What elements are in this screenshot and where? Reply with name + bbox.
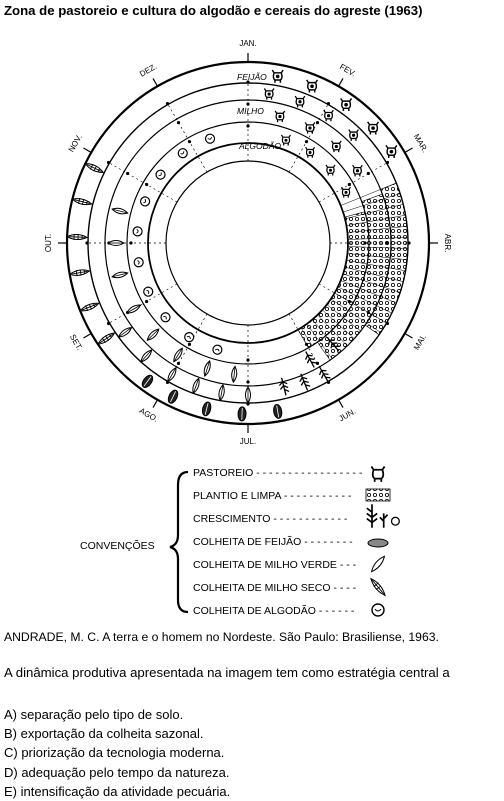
divider-dot	[363, 241, 366, 244]
cotton-boll-icon	[139, 196, 151, 208]
divider-dot	[85, 241, 88, 244]
month-label: FEV.	[338, 62, 357, 78]
bean-pod-icon	[273, 404, 283, 419]
calendar-ring-4	[148, 143, 348, 343]
cattle-icon	[386, 145, 397, 158]
cattle-icon	[332, 141, 342, 152]
bean-pod-icon	[201, 401, 212, 417]
bean-pod-icon	[140, 373, 155, 389]
divider-dot	[327, 102, 330, 105]
option-e[interactable]: E) intensificação da atividade pecuária.	[4, 782, 230, 801]
divider-dot	[246, 380, 249, 383]
source-citation: ANDRADE, M. C. A terra e o homem no Nordeste. São Paulo: Brasiliense, 1963.	[4, 630, 439, 644]
option-b[interactable]: B) exportação da colheita sazonal.	[4, 724, 230, 743]
cattle-icon	[307, 80, 318, 93]
dry-corn-icon	[72, 196, 93, 207]
legend-item-label: PLANTIO E LIMPA - - - - - - - - - - -	[193, 490, 352, 502]
corn-ear-icon	[202, 360, 212, 377]
sprout-icon	[302, 350, 318, 370]
divider-dot	[188, 140, 191, 143]
divider-dot	[367, 172, 370, 175]
divider-dot	[107, 161, 110, 164]
cotton-boll-icon	[159, 311, 172, 324]
ring-label-algodao: ALGODÃO	[238, 141, 281, 151]
legend-item-label: COLHEITA DE FEIJÃO - - - - - - - -	[193, 535, 353, 548]
legend-brace	[170, 472, 188, 612]
option-a[interactable]: A) separação pelo tipo de solo.	[4, 705, 230, 724]
dry-corn-icon	[67, 234, 87, 241]
corn-ear-icon	[191, 377, 201, 394]
corn-ear-icon	[218, 384, 226, 401]
ring-label-feijao: FEIJÃO	[237, 72, 267, 82]
corn-ear-icon	[166, 366, 178, 382]
cotton-boll-icon	[212, 344, 223, 355]
bean-pod-icon	[166, 389, 179, 405]
band-stripe	[341, 198, 360, 206]
legend-item	[193, 577, 387, 598]
divider-dot	[348, 183, 351, 186]
cattle-icon	[272, 70, 283, 83]
option-c[interactable]: C) priorização da tecnologia moderna.	[4, 743, 230, 762]
month-tick	[83, 148, 91, 153]
legend-item	[193, 604, 384, 617]
divider-dot	[129, 241, 132, 244]
page-title: Zona de pastoreio e cultura do algodão e cereais do agreste (1963)	[4, 3, 422, 18]
legend-item	[193, 535, 388, 548]
divider-dot	[386, 322, 389, 325]
divider-dot	[177, 362, 180, 365]
month-tick	[405, 334, 413, 339]
corn-ear-icon	[108, 241, 124, 246]
cattle-icon	[264, 88, 274, 99]
corn-ear-icon	[146, 327, 161, 342]
cattle-icon	[305, 122, 315, 133]
divider-dot	[305, 343, 308, 346]
legend-item	[193, 555, 386, 574]
legend-item-label: COLHEITA DE ALGODÃO - - - - - -	[193, 604, 355, 617]
divider-dot	[246, 124, 249, 127]
divider-dot	[126, 172, 129, 175]
month-tick	[153, 78, 158, 86]
cattle-icon	[295, 96, 305, 107]
cotton-boll-icon	[154, 168, 167, 181]
month-label: JUN.	[337, 407, 357, 424]
dry-corn-icon	[96, 331, 116, 347]
dry-corn-icon	[84, 161, 105, 175]
corn-ear-icon	[112, 271, 129, 280]
corn-ear-icon	[231, 366, 238, 382]
dry-corn-icon	[369, 577, 388, 598]
calendar-ring-5	[166, 161, 330, 325]
band-stripe	[343, 206, 363, 212]
corn-ear-icon	[370, 555, 387, 574]
legend-item	[193, 489, 390, 502]
divider-dot	[246, 358, 249, 361]
ring-label-milho: MILHO	[237, 106, 264, 116]
divider-dot	[316, 121, 319, 124]
month-label: JUL.	[240, 437, 256, 446]
cotton-boll-icon	[133, 226, 143, 236]
legend-title: CONVENÇÕES	[80, 539, 155, 552]
option-d[interactable]: D) adequação pelo tempo da natureza.	[4, 763, 230, 782]
divider-dot	[145, 183, 148, 186]
cotton-boll-icon	[372, 604, 384, 616]
month-tick	[339, 78, 344, 86]
corn-ear-icon	[117, 326, 133, 339]
divider-dot	[188, 343, 191, 346]
month-label: AGO.	[138, 406, 160, 424]
dry-corn-icon	[69, 268, 90, 277]
cotton-boll-icon	[183, 331, 195, 343]
divider-dot	[145, 300, 148, 303]
month-label: DEZ.	[138, 62, 158, 79]
divider-dot	[177, 121, 180, 124]
sprout-icon	[367, 504, 400, 527]
cattle-icon	[371, 467, 384, 482]
cattle-icon	[275, 111, 285, 122]
cotton-boll-icon	[142, 286, 154, 298]
bean-pod-icon	[368, 539, 388, 547]
cattle-icon	[306, 147, 315, 158]
cattle-icon	[349, 130, 359, 141]
corn-ear-icon	[139, 348, 153, 363]
divider-dot	[385, 241, 388, 244]
cattle-icon	[368, 122, 379, 135]
cotton-boll-icon	[176, 147, 189, 160]
corn-ear-icon	[126, 303, 142, 315]
legend-item-label: COLHEITA DE MILHO SECO - - - -	[193, 582, 357, 594]
cattle-icon	[281, 135, 290, 146]
corn-ear-icon	[112, 207, 129, 216]
month-label: MAI.	[412, 333, 428, 352]
cotton-boll-icon	[133, 257, 143, 267]
cattle-icon	[324, 110, 334, 121]
month-label: SET.	[68, 333, 84, 352]
month-tick	[339, 400, 344, 408]
bean-pod-icon	[238, 407, 246, 421]
legend-item-label: COLHEITA DE MILHO VERDE - - -	[193, 559, 357, 571]
dotted-grid-icon	[366, 489, 390, 501]
sprout-icon	[297, 372, 311, 392]
month-tick	[153, 400, 158, 408]
divider-dot	[305, 140, 308, 143]
divider-dot	[107, 322, 110, 325]
cattle-icon	[353, 165, 363, 176]
legend-item	[193, 467, 385, 482]
month-label: NOV.	[67, 133, 84, 154]
legend	[80, 467, 399, 618]
cattle-icon	[342, 187, 351, 198]
legend-item	[193, 504, 399, 527]
corn-ear-icon	[172, 347, 185, 363]
month-label: MAR.	[412, 132, 430, 154]
month-label: OUT.	[44, 234, 53, 252]
legend-item-label: PASTOREIO - - - - - - - - - - - - - - - - -	[193, 467, 363, 479]
cattle-icon	[326, 165, 335, 176]
answer-options	[4, 705, 230, 801]
divider-dot	[407, 241, 410, 244]
dry-corn-icon	[79, 301, 100, 314]
question-text: A dinâmica produtiva apresentada na imagem tem como estratégia central a	[4, 665, 450, 680]
divider-dot	[166, 102, 169, 105]
corn-ear-icon	[246, 387, 251, 403]
legend-item-label: CRESCIMENTO - - - - - - - - - - - -	[193, 513, 348, 525]
divider-dot	[316, 362, 319, 365]
month-tick	[83, 334, 91, 339]
divider-dot	[386, 161, 389, 164]
cotton-boll-icon	[204, 133, 216, 145]
month-label: ABR.	[443, 234, 452, 253]
cattle-icon	[341, 98, 352, 111]
month-tick	[405, 148, 413, 153]
month-label: JAN.	[239, 39, 256, 48]
